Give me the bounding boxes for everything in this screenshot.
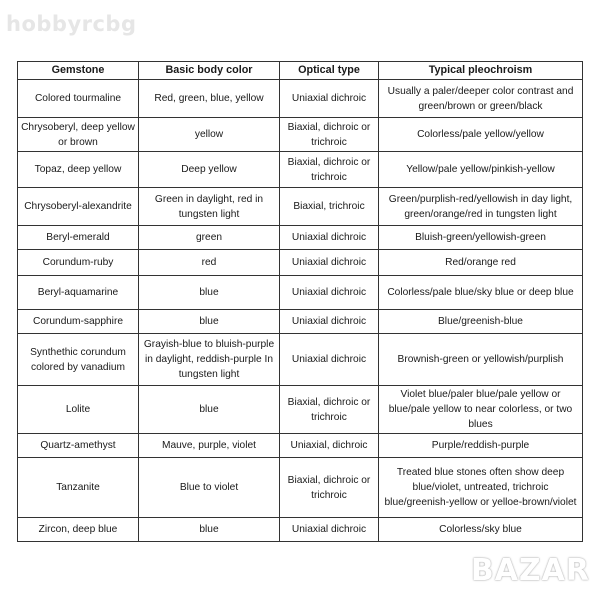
table-row (18, 152, 583, 188)
cell-pleochroism: Violet blue/paler blue/pale yellow or blue/pale yellow to near colorless, or two blues (379, 386, 583, 434)
table-row (18, 188, 583, 226)
cell-optical-type: Uniaxial dichroic (280, 226, 379, 250)
cell-gemstone: Colored tourmaline (18, 80, 139, 118)
header-pleochroism: Typical pleochroism (379, 62, 583, 80)
cell-body-color: Deep yellow (139, 152, 280, 188)
header-optical-type: Optical type (280, 62, 379, 80)
table-row (18, 386, 583, 434)
table-row (18, 458, 583, 518)
cell-optical-type: Uniaxial, dichroic (280, 434, 379, 458)
cell-body-color: Red, green, blue, yellow (139, 80, 280, 118)
cell-pleochroism: Yellow/pale yellow/pinkish-yellow (379, 152, 583, 188)
watermark-bottom: BAZAR (470, 553, 590, 588)
cell-optical-type: Biaxial, trichroic (280, 188, 379, 226)
cell-pleochroism: Usually a paler/deeper color contrast and green/brown or green/black (379, 80, 583, 118)
header-body-color: Basic body color (139, 62, 280, 80)
cell-gemstone: Synthethic corundum colored by vanadium (18, 334, 139, 386)
cell-optical-type: Uniaxial dichroic (280, 80, 379, 118)
cell-pleochroism: Blue/greenish-blue (379, 310, 583, 334)
cell-pleochroism: Bluish-green/yellowish-green (379, 226, 583, 250)
cell-body-color: Green in daylight, red in tungsten light (139, 188, 280, 226)
cell-body-color: Blue to violet (139, 458, 280, 518)
table-row (18, 226, 583, 250)
cell-optical-type: Biaxial, dichroic or trichroic (280, 458, 379, 518)
cell-optical-type: Uniaxial dichroic (280, 250, 379, 276)
header-gemstone: Gemstone (18, 62, 139, 80)
cell-optical-type: Uniaxial dichroic (280, 276, 379, 310)
cell-optical-type: Biaxial, dichroic or trichroic (280, 118, 379, 152)
cell-pleochroism: Brownish-green or yellowish/purplish (379, 334, 583, 386)
table-row (18, 250, 583, 276)
cell-pleochroism: Treated blue stones often show deep blue/violet, untreated, trichroic blue/greenish-yellow or yelloe-brown/violet (379, 458, 583, 518)
cell-pleochroism: Red/orange red (379, 250, 583, 276)
cell-body-color: Mauve, purple, violet (139, 434, 280, 458)
cell-optical-type: Biaxial, dichroic or trichroic (280, 152, 379, 188)
table-row (18, 80, 583, 118)
header-row (18, 62, 583, 80)
table-row (18, 334, 583, 386)
cell-body-color: Grayish-blue to bluish-purple in daylight, reddish-purple In tungsten light (139, 334, 280, 386)
table-row (18, 276, 583, 310)
cell-gemstone: Beryl-emerald (18, 226, 139, 250)
table-row (18, 518, 583, 542)
table-row (18, 434, 583, 458)
cell-gemstone: Corundum-sapphire (18, 310, 139, 334)
cell-body-color: blue (139, 276, 280, 310)
cell-optical-type: Uniaxial dichroic (280, 518, 379, 542)
cell-body-color: blue (139, 386, 280, 434)
cell-pleochroism: Green/purplish-red/yellowish in day light, green/orange/red in tungsten light (379, 188, 583, 226)
cell-gemstone: Tanzanite (18, 458, 139, 518)
cell-gemstone: Zircon, deep blue (18, 518, 139, 542)
cell-body-color: green (139, 226, 280, 250)
cell-optical-type: Biaxial, dichroic or trichroic (280, 386, 379, 434)
cell-body-color: yellow (139, 118, 280, 152)
cell-gemstone: Lolite (18, 386, 139, 434)
cell-gemstone: Topaz, deep yellow (18, 152, 139, 188)
cell-gemstone: Quartz-amethyst (18, 434, 139, 458)
gemstone-table (17, 61, 583, 542)
cell-optical-type: Uniaxial dichroic (280, 310, 379, 334)
cell-gemstone: Corundum-ruby (18, 250, 139, 276)
cell-gemstone: Chrysoberyl, deep yellow or brown (18, 118, 139, 152)
table-row (18, 118, 583, 152)
cell-pleochroism: Colorless/pale blue/sky blue or deep blue (379, 276, 583, 310)
cell-optical-type: Uniaxial dichroic (280, 334, 379, 386)
watermark-top: hobbyrcbg (6, 12, 137, 36)
table-row (18, 310, 583, 334)
cell-gemstone: Chrysoberyl-alexandrite (18, 188, 139, 226)
cell-body-color: blue (139, 518, 280, 542)
cell-pleochroism: Colorless/pale yellow/yellow (379, 118, 583, 152)
cell-pleochroism: Purple/reddish-purple (379, 434, 583, 458)
cell-body-color: red (139, 250, 280, 276)
cell-body-color: blue (139, 310, 280, 334)
cell-pleochroism: Colorless/sky blue (379, 518, 583, 542)
cell-gemstone: Beryl-aquamarine (18, 276, 139, 310)
